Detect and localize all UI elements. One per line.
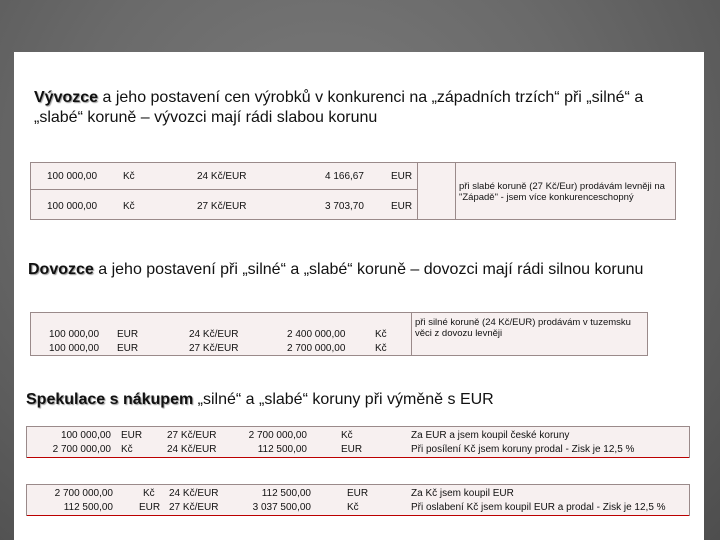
spec1-row2-cur2: EUR xyxy=(341,444,363,455)
spec2-row1-rate: 24 Kč/EUR xyxy=(169,488,219,499)
spec1-row2-amount: 2 700 000,00 xyxy=(52,444,111,455)
spec1-row1-cur2: Kč xyxy=(341,430,353,441)
exporter-row1-cur1: Kč xyxy=(123,171,135,182)
exporter-table xyxy=(30,162,676,220)
exporter-row1-result: 4 166,67 xyxy=(325,171,364,182)
importer-row1-rate: 24 Kč/EUR xyxy=(189,329,239,340)
spec1-row2-rate: 24 Kč/EUR xyxy=(167,444,217,455)
exporter-row1-rate: 24 Kč/EUR xyxy=(197,171,247,182)
spec1-row1-rate: 27 Kč/EUR xyxy=(167,430,217,441)
importer-row1-cur1: EUR xyxy=(117,329,139,340)
exporter-heading-text: a jeho postavení cen výrobků v konkurenci na „západních trzích“ při „silné“ a „slabé“ koruně – vývozci mají rádi slabou korunu xyxy=(34,89,644,126)
spec1-row2-result: 112 500,00 xyxy=(257,444,307,455)
importer-row2-amount: 100 000,00 xyxy=(49,343,100,354)
speculation-heading-bold: Spekulace s nákupem xyxy=(26,391,194,408)
exporter-row2-cur1: Kč xyxy=(123,201,135,212)
spec1-row2-note: Při posílení Kč jsem koruny prodal - Zisk je 12,5 % xyxy=(411,444,635,455)
importer-row2-cur1: EUR xyxy=(117,343,139,354)
speculation-heading xyxy=(26,390,686,410)
spec2-row2-amount: 112 500,00 xyxy=(63,502,113,513)
spec2-row1-amount: 2 700 000,00 xyxy=(54,488,113,499)
exporter-row1-amount: 100 000,00 xyxy=(47,171,98,182)
exporter-row2-result: 3 703,70 xyxy=(325,201,364,212)
importer-row1-result: 2 400 000,00 xyxy=(287,329,346,340)
spec1-row2-cur1: Kč xyxy=(121,444,133,455)
importer-heading xyxy=(28,260,678,280)
exporter-row2-amount: 100 000,00 xyxy=(47,201,98,212)
spec2-row2-rate: 27 Kč/EUR xyxy=(169,502,219,513)
speculation-table-2 xyxy=(26,484,690,516)
speculation-table-1 xyxy=(26,426,690,458)
importer-note: při silné koruně (24 Kč/EUR) prodávám v tuzemsku věci z dovozu levněji xyxy=(415,317,631,339)
spec2-row1-result: 112 500,00 xyxy=(261,488,311,499)
exporter-heading-bold: Vývozce xyxy=(34,89,99,106)
spec2-row2-note: Při oslabení Kč jsem koupil EUR a prodal - Zisk je 12,5 % xyxy=(411,502,666,513)
importer-row2-result: 2 700 000,00 xyxy=(287,343,346,354)
spec1-row1-note: Za EUR a jsem koupil české koruny xyxy=(411,430,570,441)
spec2-row1-cur2: EUR xyxy=(347,488,369,499)
exporter-note: při slabé koruně (27 Kč/Eur) prodávám levněji na "Západě" - jsem více konkurenceschopný xyxy=(459,181,665,203)
spec2-row2-cur2: Kč xyxy=(347,502,359,513)
importer-row1-cur2: Kč xyxy=(375,329,387,340)
importer-row1-amount: 100 000,00 xyxy=(49,329,100,340)
exporter-row1-cur2: EUR xyxy=(391,171,413,182)
speculation-heading-text: „silné“ a „slabé“ koruny při výměně s EUR xyxy=(193,391,494,408)
spec2-row2-cur1: EUR xyxy=(139,502,161,513)
spec2-row1-note: Za Kč jsem koupil EUR xyxy=(411,488,514,499)
exporter-heading xyxy=(34,88,674,128)
importer-row2-cur2: Kč xyxy=(375,343,387,354)
exporter-row2-rate: 27 Kč/EUR xyxy=(197,201,247,212)
importer-heading-bold: Dovozce xyxy=(28,261,94,278)
exporter-row2-cur2: EUR xyxy=(391,201,413,212)
spec2-row1-cur1: Kč xyxy=(143,488,155,499)
importer-row2-rate: 27 Kč/EUR xyxy=(189,343,239,354)
spec2-row2-result: 3 037 500,00 xyxy=(252,502,311,513)
spec1-row1-cur1: EUR xyxy=(121,430,143,441)
spec1-row1-result: 2 700 000,00 xyxy=(248,430,307,441)
importer-heading-text: a jeho postavení při „silné“ a „slabé“ koruně – dovozci mají rádi silnou korunu xyxy=(93,261,644,278)
importer-table xyxy=(30,312,648,356)
spec1-row1-amount: 100 000,00 xyxy=(60,430,111,441)
